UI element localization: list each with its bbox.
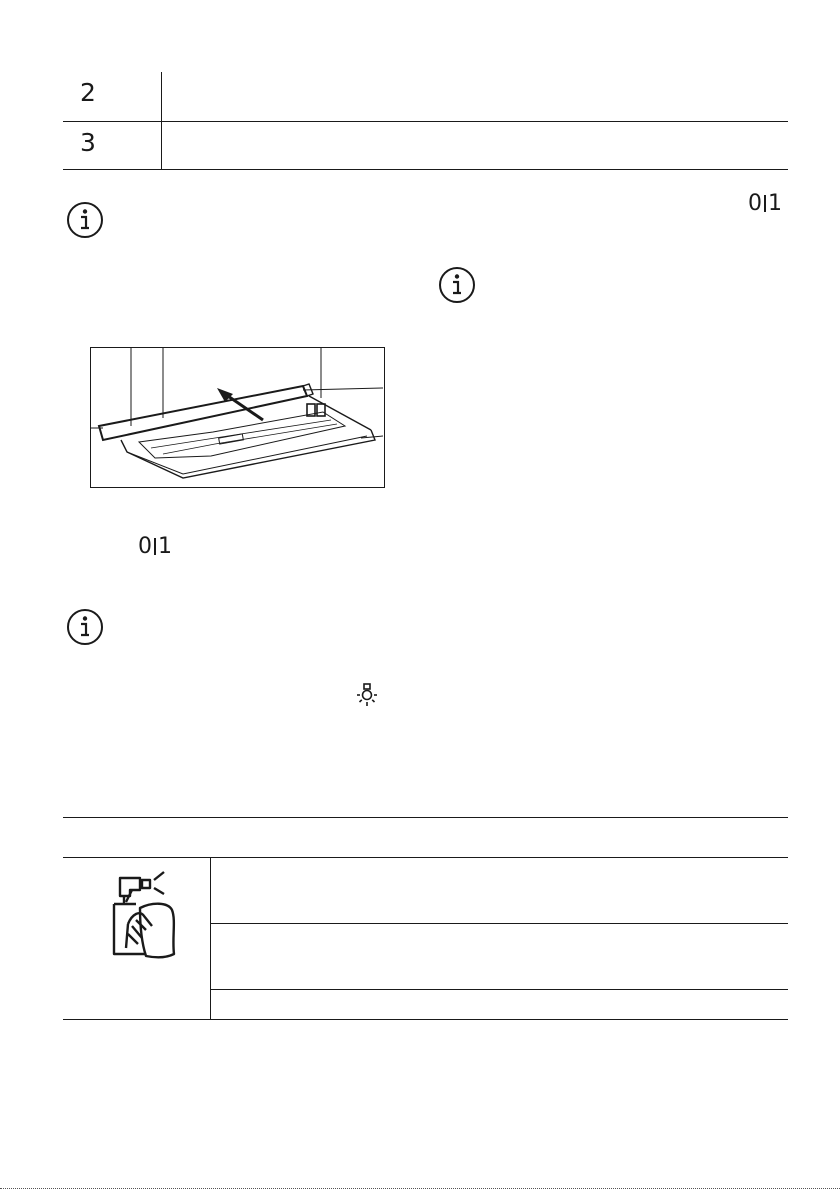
cleaning-table-bottom-border — [63, 1019, 788, 1020]
step-number-2: 2 — [80, 78, 96, 107]
info-icon — [65, 607, 105, 647]
cleaning-table-column-divider — [210, 857, 211, 1019]
on-off-left-digit: 0 — [748, 191, 761, 216]
on-off-right-digit: 1 — [768, 191, 781, 216]
info-icon — [65, 200, 105, 240]
on-off-left-digit: 0 — [138, 534, 151, 559]
on-off-divider — [764, 195, 766, 212]
on-off-symbol-middle — [138, 536, 171, 558]
page-edge-marker — [0, 1188, 840, 1189]
cleaning-table-row-divider — [210, 989, 788, 990]
spray-and-cloth-icon — [106, 868, 176, 960]
hood-illustration — [90, 347, 385, 488]
section-divider — [63, 817, 788, 818]
table-row-divider — [63, 121, 788, 122]
on-off-symbol-top — [748, 193, 781, 215]
info-icon — [437, 265, 477, 305]
light-bulb-icon — [355, 682, 379, 708]
table-bottom-border — [63, 169, 788, 170]
on-off-right-digit: 1 — [158, 534, 171, 559]
step-number-3: 3 — [80, 128, 96, 157]
hood-drawing — [91, 348, 383, 486]
cleaning-table-row-divider — [210, 923, 788, 924]
cleaning-table-top-border — [63, 857, 788, 858]
on-off-divider — [154, 538, 156, 555]
